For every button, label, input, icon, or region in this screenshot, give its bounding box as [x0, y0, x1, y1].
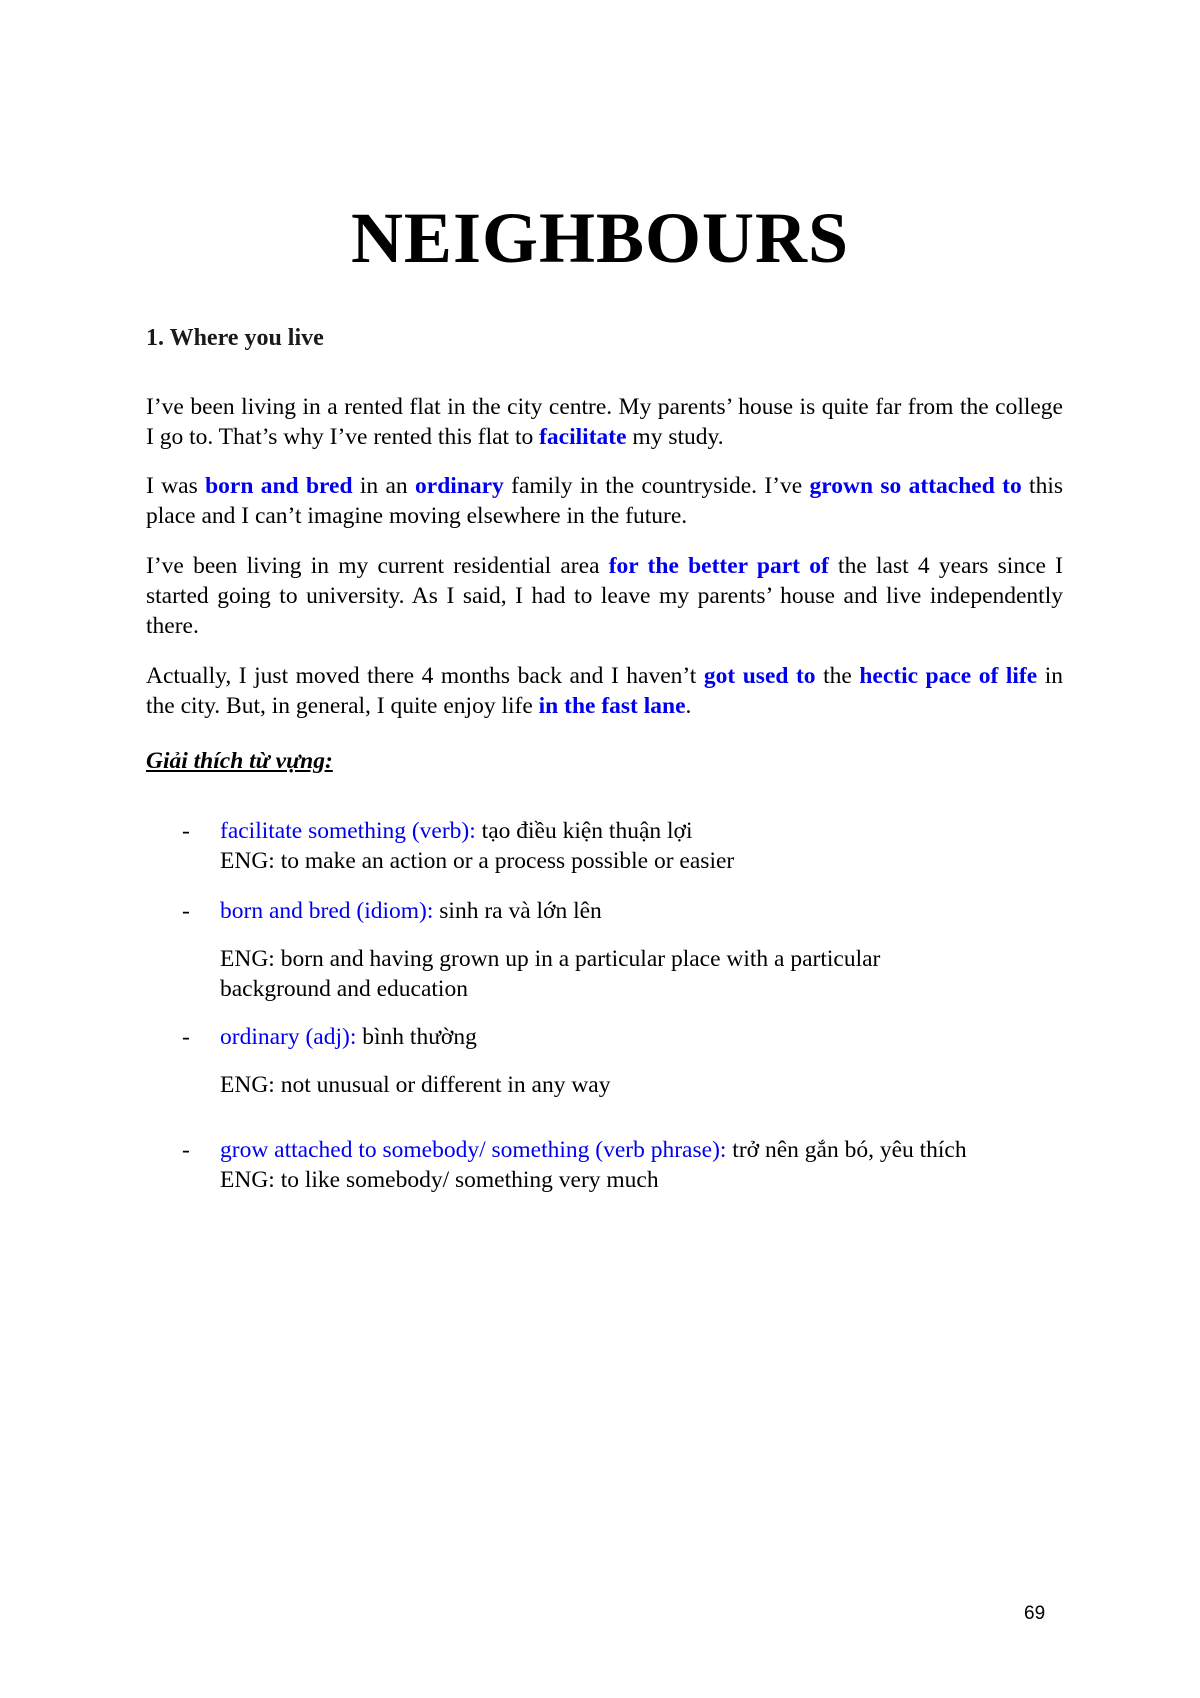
vocab-term: born and bred (idiom):: [220, 898, 434, 924]
paragraph-text: my study.: [626, 424, 724, 450]
vocab-term: facilitate something (verb):: [220, 818, 476, 844]
section-heading: 1. Where you live: [146, 325, 324, 351]
paragraph-3: [146, 551, 1063, 641]
highlighted-term: grown so attached to: [809, 473, 1022, 499]
list-dash: -: [182, 1024, 190, 1050]
paragraph-1: [146, 392, 1063, 452]
page-number: 69: [1024, 1603, 1046, 1624]
list-dash: -: [182, 898, 190, 924]
paragraph-text: I’ve been living in my current residential area: [146, 553, 609, 579]
vocab-english-definition: ENG: not unusual or different in any way: [220, 1072, 611, 1098]
vocab-english-definition: ENG: to like somebody/ something very much: [220, 1167, 659, 1193]
vocab-meaning: tạo điều kiện thuận lợi: [475, 818, 693, 844]
paragraph-text: the last 4 years since I started going to university. As I said, I had to leave my parents’ house and live independently there.: [146, 553, 1063, 639]
highlighted-term: got used to: [703, 663, 816, 689]
list-dash: -: [182, 818, 190, 844]
vocab-meaning: trở nên gắn bó, yêu thích: [726, 1137, 967, 1163]
paragraph-text: .: [685, 693, 692, 719]
vocab-meaning: sinh ra và lớn lên: [433, 898, 602, 924]
vocabulary-heading: Giải thích từ vựng:: [146, 748, 333, 774]
highlighted-term: facilitate: [539, 424, 627, 450]
paragraph-text: this place and I can’t imagine moving elsewhere in the future.: [146, 473, 1063, 529]
page-title: NEIGHBOURS: [350, 198, 850, 278]
vocab-english-definition: ENG: born and having grown up in a particular place with a particular background and education: [220, 946, 881, 1002]
vocab-item: [146, 1135, 1086, 1195]
vocab-english-definition: ENG: to make an action or a process possible or easier: [220, 848, 735, 874]
vocab-item: [146, 1022, 1086, 1100]
paragraph-2: [146, 471, 1063, 531]
list-dash: -: [182, 1137, 190, 1163]
paragraph-text: in the city. But, in general, I quite enjoy life: [146, 663, 1063, 719]
paragraph-text: in an: [352, 473, 416, 499]
highlighted-term: born and bred: [205, 473, 353, 499]
paragraph-text: I’ve been living in a rented flat in the city centre. My parents’ house is quite far from the college I go to. That’s why I’ve rented this flat to: [146, 394, 1063, 450]
paragraph-4: [146, 661, 1063, 721]
highlighted-term: in the fast lane: [538, 693, 686, 719]
highlighted-term: hectic pace of life: [859, 663, 1038, 689]
paragraph-text: I was: [146, 473, 206, 499]
highlighted-term: for the better part of: [608, 553, 829, 579]
paragraph-text: the: [815, 663, 860, 689]
paragraph-text: family in the countryside. I’ve: [503, 473, 810, 499]
paragraph-text: Actually, I just moved there 4 months back and I haven’t: [146, 663, 704, 689]
highlighted-term: ordinary: [415, 473, 504, 499]
vocab-term: grow attached to somebody/ something (verb phrase):: [220, 1137, 727, 1163]
vocab-item: [146, 816, 1086, 876]
vocab-meaning: bình thường: [356, 1024, 477, 1050]
vocab-term: ordinary (adj):: [220, 1024, 357, 1050]
vocab-item: [146, 896, 1086, 1004]
